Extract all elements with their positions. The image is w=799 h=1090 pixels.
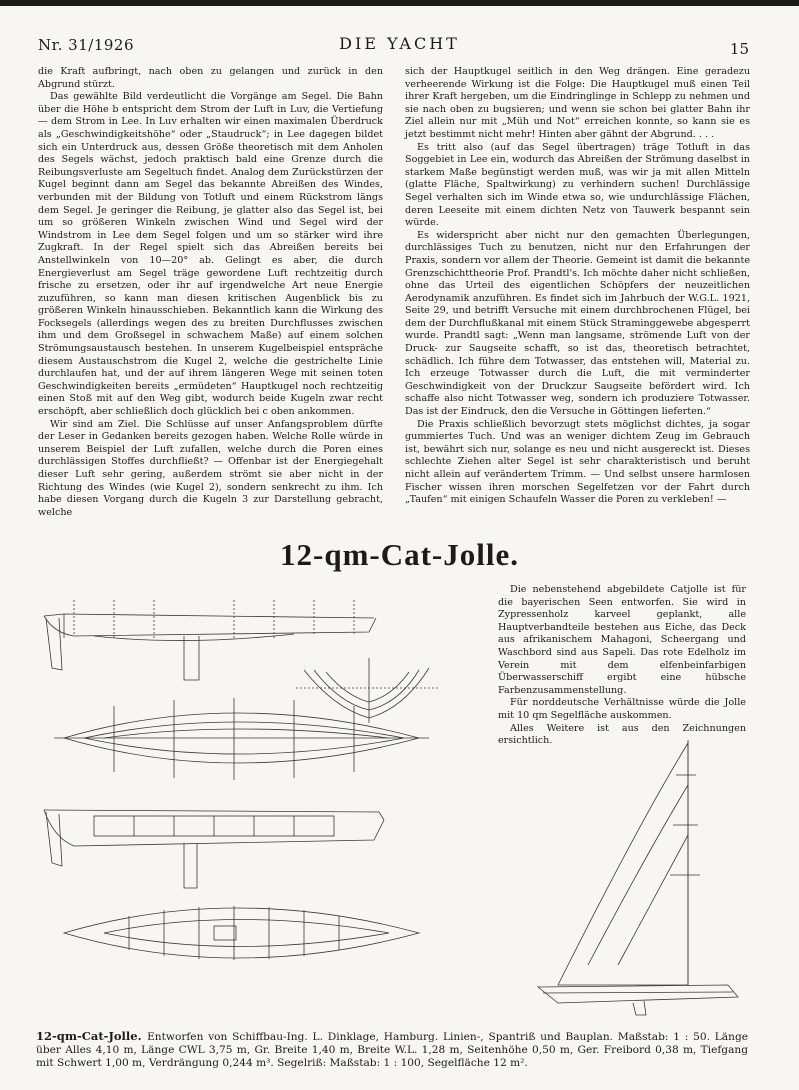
magazine-title: DIE YACHT xyxy=(339,34,460,53)
profile-view xyxy=(44,600,376,680)
issue-number: Nr. 31/1926 xyxy=(38,36,134,54)
sail-plan-drawing xyxy=(528,735,760,1020)
deck-plan xyxy=(64,906,419,960)
mainsail xyxy=(558,743,688,985)
paragraph: Alles Weitere ist aus den Zeichnungen ersichtlich. xyxy=(498,722,746,747)
paragraph: Die Praxis schließlich bevorzugt stets möglichst dichtes, ja sogar gummiertes Tuch. Und was an weniger dichtem Zeug im Gebrauch ist, bewährt sich nur, solange es neu und nicht ausgereckt ist. Dieses schlechte Ziehen alter Segel ist sehr charakteristisch und beruht nicht allein auf verändertem Trimm. — Und selbst unsere harmlosen Fischer wissen ihren morschen Segelfetzen vor der Fahrt durch „Taufen“ mit einigen Schaufeln Wasser die Poren zu verkleben! — xyxy=(405,418,750,506)
paragraph: Die nebenstehend abgebildete Catjolle ist für die bayerischen Seen entworfen. Sie wird in Zypressenholz karveel geplankt, alle Hauptverbandteile bestehen aus Eiche, das Deck aus afrikanischem Mahagoni, Scheergang und Waschbord sind aus Sapeli. Das rote Edelholz im Verein mit dem elfenbeinfarbigen Überwasserschiff ergibt eine hübsche Farbenzusammenstellung. xyxy=(498,584,746,696)
article-text xyxy=(498,584,746,747)
construction-profile xyxy=(44,810,384,888)
paragraph: die Kraft aufbringt, nach oben zu gelangen und zurück in den Abgrund stürzt. xyxy=(38,66,383,90)
caption-title: 12-qm-Cat-Jolle. xyxy=(36,1029,148,1043)
hull-profile xyxy=(538,985,738,1003)
left-text-column xyxy=(38,66,383,518)
waterlines-plan xyxy=(54,698,429,780)
boat-plan-drawings xyxy=(34,588,494,1008)
page-number: 15 xyxy=(729,40,749,58)
article-headline: 12-qm-Cat-Jolle. xyxy=(280,537,519,572)
figure-caption xyxy=(36,1030,748,1070)
paragraph: sich der Hauptkugel seitlich in den Weg drängen. Eine geradezu verheerende Wirkung ist die Folge: Die Hauptkugel muß einen Teil ihrer Kraft hergeben, um die Eindringlinge in Schlepp zu nehmen und sie nach oben zu bugsieren; und wenn sie schon bei glatter Bahn ihr Ziel allein nur mit „Müh und Not“ erreichen konnte, so kann sie es jetzt bestimmt nicht mehr! Hinten aber gähnt der Abgrund. . . . xyxy=(405,66,750,140)
paragraph: Für norddeutsche Verhältnisse würde die Jolle mit 10 qm Segelfläche auskommen. xyxy=(498,697,746,721)
paragraph: Es widerspricht aber nicht nur den gemachten Überlegungen, durchlässiges Tuch zu benutzen, nicht nur den Erfahrungen der Praxis, sondern vor allem der Theorie. Gemeint ist damit die bekannte Grenzschichttheorie Prof. Prandtl's. Ich möchte daher nicht schließen, ohne das Urteil des eigentlichen Schöpfers der neuzeitlichen Aerodynamik anzuführen. Es findet sich im Jahrbuch der W.G.L. 1921, Seite 29, und betrifft Versuche mit einem durchbrochenen Flügel, bei dem der Durchflußkanal mit einem Stück Straminggewebe abgesperrt wurde. Prandtl sagt: „Wenn man langsame, strömende Luft von der Druck- zur Saugseite schafft, so ist das, theoretisch betrachtet, schädlich. Ich führe dem Totwasser, das entstehen will, Material zu. Ich erzeuge Totwasser durch die Luft, die mit verminderter Geschwindigkeit von der Druckzur Saugseite befördert wird. Ich schaffe also nicht Totwasser weg, sondern ich produziere Totwasser. Das ist der Eindruck, den die Versuche in Göttingen lieferten.“ xyxy=(405,229,750,418)
body-plan xyxy=(296,658,439,723)
caption-text: Entworfen von Schiffbau-Ing. L. Dinklage, Hamburg. Linien-, Spantriß und Bauplan. Maßstab: 1 : 50. Länge über Alles 4,10 m, Länge CWL 3,75 m, Gr. Breite 1,40 m, Breite W.L. 1,28 m, Seitenhöhe 0,50 m, Ger. Freibord 0,38 m, Tiefgang mit Schwert 1,00 m, Verdrängung 0,244 m³. Segelriß: Maßstab: 1 : 100, Segelfläche 12 m². xyxy=(36,1031,749,1069)
right-text-column xyxy=(405,66,750,506)
paragraph: Das gewählte Bild verdeutlicht die Vorgänge am Segel. Die Bahn über die Höhe b entspricht dem Strom der Luft in Luv, die Vertiefung — dem Strom in Lee. In Luv erhalten wir einen maximalen Überdruck als „Geschwindigkeitshöhe“ oder „Staudruck“; in Lee dagegen bildet sich ein Unterdruck aus, dessen Größe theoretisch mit dem Anholen des Segels wächst, jedoch praktisch bald eine Grenze durch die Reibungsverluste am Segeltuch findet. Analog dem Zurückstürzen der Kugel beginnt dann am Segel das bekannte Abreißen des Windes, verbunden mit der Bildung von Totluft und einem Rückstrom längs dem Segel. Je geringer die Reibung, je glatter also das Segel ist, bei um so größeren Winkeln zwischen Wind und Segel wird der Windstrom in Lee dem Segel folgen und um so stärker wird ihre Zugkraft. In der Regel spielt sich das Abreißen bereits bei Anstellwinkeln von 10—20° ab. Gelingt es aber, die durch Energieverlust am Segel träge gewordene Luft rechtzeitig durch frische zu ersetzen, oder ihr auf irgendwelche Art neue Energie zuzuführen, so kann man diesen kritischen Augenblick bis zu größeren Winkeln hinausschieben. Bekanntlich kann die Wirkung des Focksegels (allerdings wegen des zu breiten Durchflusses zwischen ihm und dem Großsegel in schwachem Maße) auf einem solchen Strömungsaustausch bestehen. In unserem Kugelbeispiel entspräche diesem Austauschstrom die Kugel 2, welche die gestrichelte Linie durchlaufen hat, und der auf ihrem längeren Wege mit seinen toten Geschwindigkeiten bereits „ermüdeten“ Hauptkugel noch rechtzeitig einen Stoß mit auf den Weg gibt, wodurch beide Kugeln zwar recht erschöpft, aber schließlich doch glücklich bei c oben ankommen. xyxy=(38,91,383,418)
paragraph: Wir sind am Ziel. Die Schlüsse auf unser Anfangsproblem dürfte der Leser in Gedanken bereits gezogen haben. Welche Rolle würde in unserem Beispiel der Luft zufallen, welche durch die Poren eines durchlässigen Stoffes durchfließt? — Offenbar ist der Energiegehalt dieser Luft sehr gering, außerdem strömt sie aber nicht in der Richtung des Windes (wie Kugel 2), sondern senkrecht zu ihm. Ich habe diesen Vorgang durch die Kugeln 3 zur Darstellung gebracht, welche xyxy=(38,418,383,518)
top-border xyxy=(0,0,799,6)
paragraph: Es tritt also (auf das Segel übertragen) träge Totluft in das Soggebiet in Lee ein, wodurch das Abreißen der Strömung daselbst in starkem Maße begünstigt werden muß, was wir ja mit allen Mitteln (glatte Fläche, Spaltwirkung) zu verhindern suchen! Durchlässige Segel verhalten sich im Winde etwa so, wie undurchlässige Flächen, deren Leeseite mit einem dichten Netz von Tauwerk bespannt sein würde. xyxy=(405,141,750,229)
